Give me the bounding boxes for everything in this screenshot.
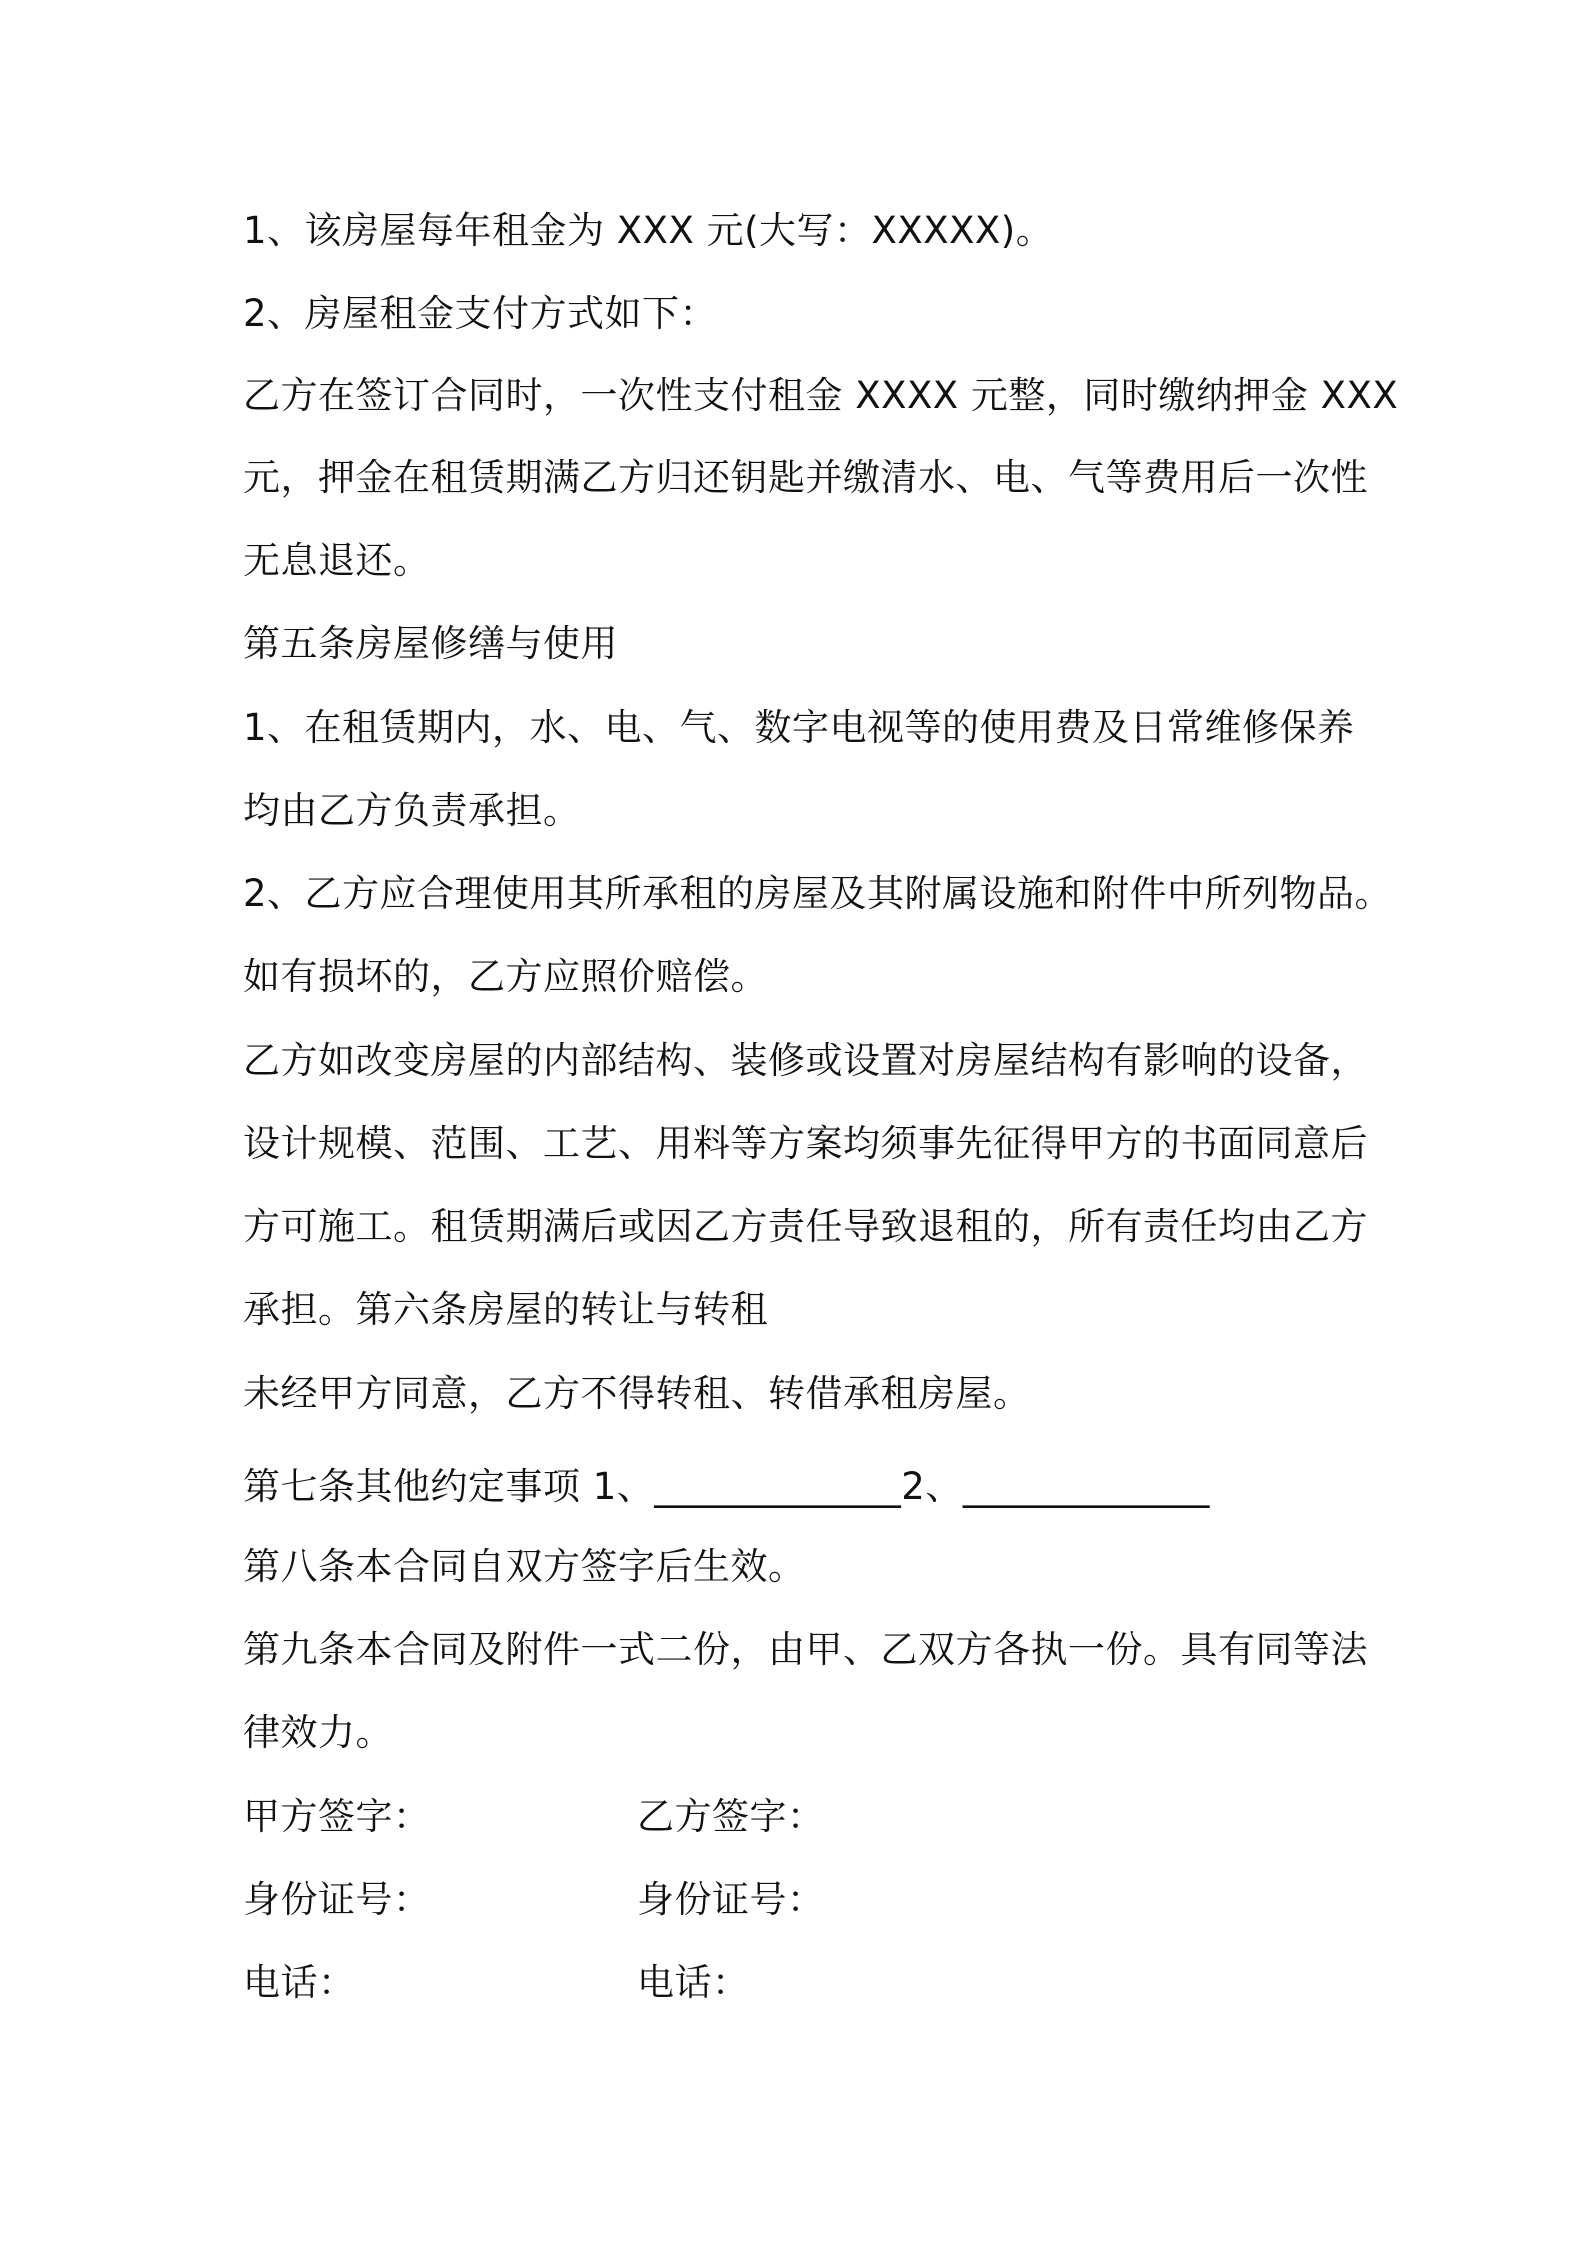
- payment-text-line-1: 乙方在签订合同时，一次性支付租金 XXXX 元整，同时缴纳押金 XXX: [243, 374, 1399, 417]
- payment-method-heading: 2、房屋租金支付方式如下：: [243, 292, 718, 335]
- payment-text-line-3: 无息退还。: [243, 539, 431, 582]
- article-9-line-1: 第九条本合同及附件一式二份，由甲、乙双方各执一份。具有同等法: [243, 1628, 1368, 1671]
- party-a-signature-label: 甲方签字：: [243, 1795, 431, 1838]
- renovation-text-line-1: 乙方如改变房屋的内部结构、装修或设置对房屋结构有影响的设备，: [243, 1039, 1368, 1082]
- article-5-heading: 第五条房屋修缮与使用: [243, 622, 618, 665]
- article-5-clause-2-line-2: 如有损坏的，乙方应照价赔偿。: [243, 955, 768, 998]
- renovation-text-line-4: 承担。第六条房屋的转让与转租: [243, 1288, 768, 1331]
- article-5-clause-1-line-1: 1、在租赁期内，水、电、气、数字电视等的使用费及日常维修保养: [243, 706, 1355, 749]
- party-a-phone-label: 电话：: [243, 1961, 356, 2004]
- article-9-line-2: 律效力。: [243, 1711, 393, 1754]
- renovation-text-line-2: 设计规模、范围、工艺、用料等方案均须事先征得甲方的书面同意后: [243, 1122, 1368, 1165]
- party-b-phone-label: 电话：: [637, 1961, 750, 2004]
- sublease-text: 未经甲方同意，乙方不得转租、转借承租房屋。: [243, 1372, 1031, 1415]
- party-a-id-label: 身份证号：: [243, 1878, 431, 1921]
- payment-text-line-2: 元，押金在租赁期满乙方归还钥匙并缴清水、电、气等费用后一次性: [243, 456, 1368, 499]
- party-b-signature-label: 乙方签字：: [637, 1795, 825, 1838]
- article-5-clause-2-line-1: 2、乙方应合理使用其所承租的房屋及其附属设施和附件中所列物品。: [243, 872, 1393, 915]
- article-8-line: 第八条本合同自双方签字后生效。: [243, 1545, 806, 1588]
- party-b-id-label: 身份证号：: [637, 1878, 825, 1921]
- renovation-text-line-3: 方可施工。租赁期满后或因乙方责任导致退租的，所有责任均由乙方: [243, 1205, 1368, 1248]
- article-5-clause-1-line-2: 均由乙方负责承担。: [243, 789, 581, 832]
- rent-amount-line: 1、该房屋每年租金为 XXX 元(大写：XXXXX)。: [243, 209, 1054, 252]
- article-7-line: 第七条其他约定事项 1、_____________2、_____________: [243, 1465, 1210, 1508]
